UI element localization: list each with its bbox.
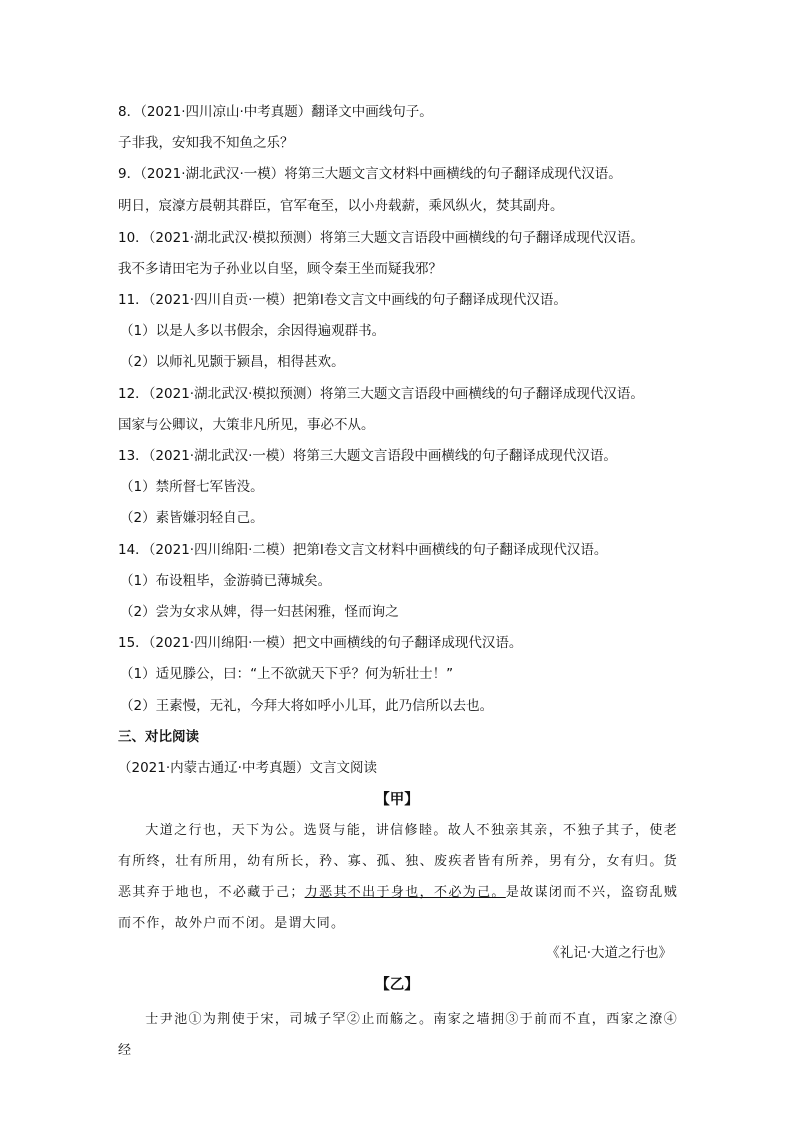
question-8-sentence: 子非我，安知我不知鱼之乐？ [118,135,294,151]
question-12-sentence: 国家与公卿议，大策非凡所见，事必不从。 [118,417,375,433]
question-13-part-1: （1）禁所督七军皆没。 [120,479,264,495]
passage-a-text-before: 大道之行也，天下为公。选贤与能，讲信修睦。故人不独亲其亲，不独子其子，使老有所终，壮有所用，幼有所长，矜、寡、孤、独、废疾者皆有所养，男有分，女有归。货恶其弃于地也，不必藏于己； [118,823,678,900]
question-13: 13．（2021·湖北武汉·一模）将第三大题文言语段中画横线的句子翻译成现代汉语。 [118,448,617,464]
question-10-sentence: 我不多请田宅为子孙业以自坚，顾令秦王坐而疑我邪？ [118,261,442,277]
passage-a-heading: 【甲】 [375,792,419,808]
question-14-part-1: （1）布设粗毕，金游骑已薄城矣。 [120,573,332,589]
question-9-sentence: 明日，宸濠方晨朝其群臣，官军奄至，以小舟载薪，乘风纵火，焚其副舟。 [118,198,564,214]
question-15: 15．（2021·四川绵阳·一模）把文中画横线的句子翻译成现代汉语。 [118,635,523,651]
question-14: 14．（2021·四川绵阳·二模）把第Ⅰ卷文言文材料中画横线的句子翻译成现代汉语。 [118,542,608,558]
passage-b-text: 士尹池①为荆使于宋，司城子罕②止而觞之。南家之墙拥③于前而不直，西家之潦④经 [118,1012,678,1058]
source-line: （2021·内蒙古通辽·中考真题）文言文阅读 [118,760,377,776]
question-14-part-2: （2）尝为女求从婢，得一妇甚闲雅，怪而询之 [120,604,399,620]
section-title: 三、对比阅读 [118,729,199,745]
question-11: 11．（2021·四川自贡·一模）把第Ⅰ卷文言文中画线的句子翻译成现代汉语。 [118,292,567,308]
question-9: 9．（2021·湖北武汉·一模）将第三大题文言文材料中画横线的句子翻译成现代汉语。 [118,166,622,182]
question-15-part-1: （1）适见滕公，曰：“上不欲就天下乎？何为斩壮士！” [120,666,454,682]
passage-b-heading: 【乙】 [375,977,419,993]
question-11-part-1: （1）以是人多以书假余，余因得遍观群书。 [120,323,386,339]
question-15-part-2: （2）王素慢，无礼，今拜大将如呼小儿耳，此乃信所以去也。 [120,698,494,714]
passage-a-text [118,815,678,939]
question-11-part-2: （2）以师礼见颢于颍昌，相得甚欢。 [120,354,345,370]
passage-a-text-after: 是故谋闭而不兴，盗窃乱贼而不作，故外户而不闭。是谓大同。 [118,885,678,931]
question-13-part-2: （2）素皆嫌羽轻自己。 [120,510,264,526]
passage-a-underlined-sentence: 力恶其不出于身也，不必为己。 [304,885,506,900]
question-10: 10．（2021·湖北武汉·模拟预测）将第三大题文言语段中画横线的句子翻译成现代汉语。 [118,230,644,246]
question-8: 8．（2021·四川凉山·中考真题）翻译文中画线句子。 [118,104,433,120]
passage-a-source: 《礼记·大道之行也》 [546,945,672,961]
question-12: 12．（2021·湖北武汉·模拟预测）将第三大题文言语段中画横线的句子翻译成现代汉语。 [118,386,644,402]
